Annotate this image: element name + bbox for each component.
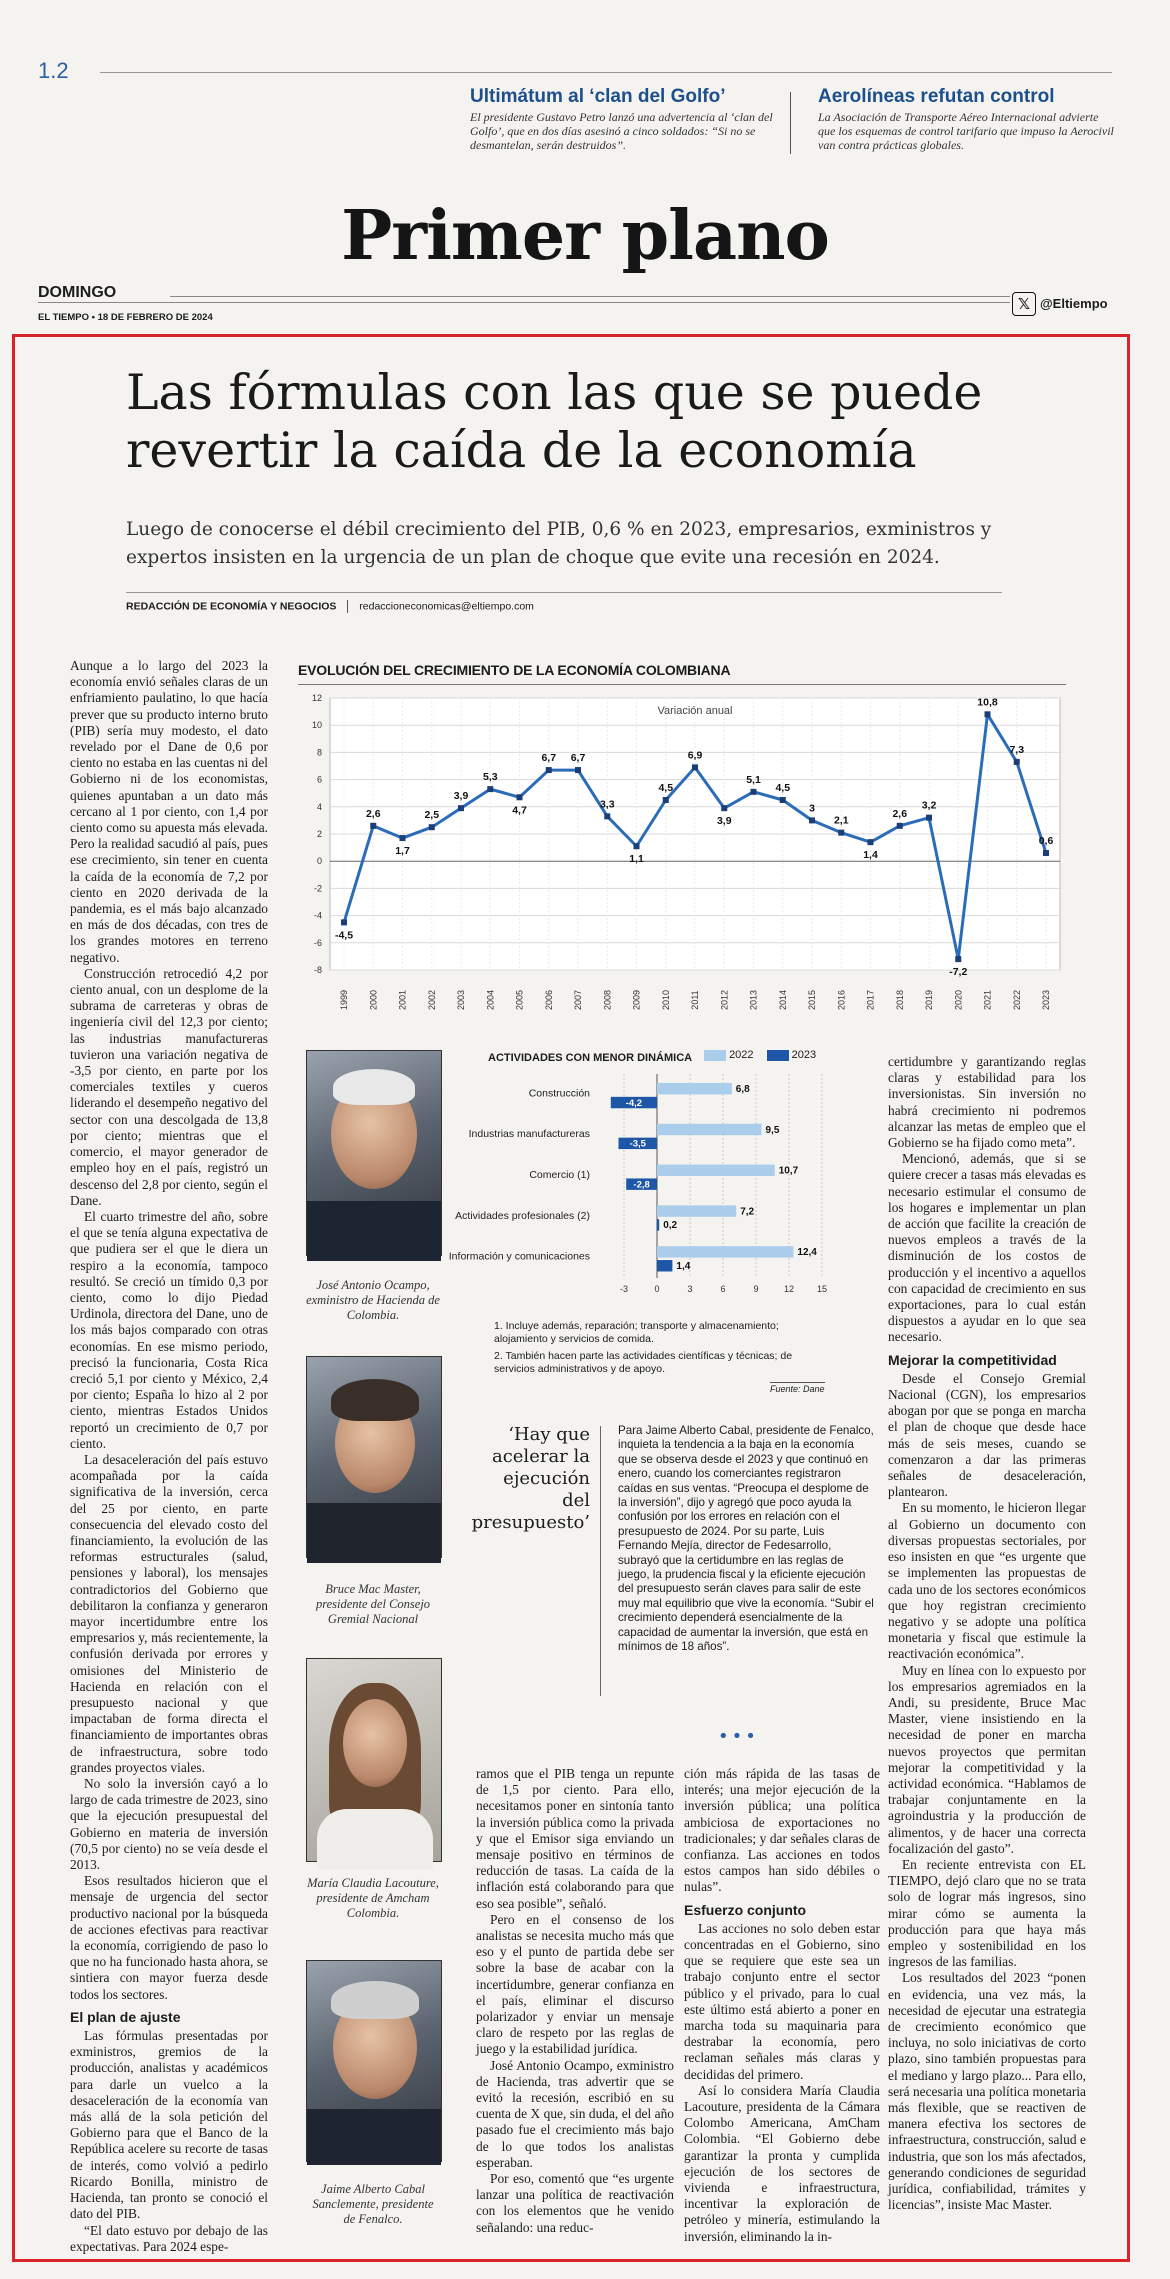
col1-para: “El dato estuvo por debajo de las expectativas. Para 2024 espe- bbox=[70, 2222, 268, 2254]
x-tick-label: 1999 bbox=[339, 989, 349, 1011]
data-point bbox=[546, 767, 552, 773]
bar-value-label: 10,7 bbox=[778, 1165, 799, 1177]
byline-author: REDACCIÓN DE ECONOMÍA Y NEGOCIOS bbox=[126, 600, 337, 613]
col3-para: ramos que el PIB tenga un repunte de 1,5 por ciento. Para ello, necesitamos poner en sintonía tanto la inversión pública como la privada y que el Emisor siga enviando un mensaje positivo en términos de reducción de tasas. La caída de la inflación está colaborando para que eso sea posible”, señaló. bbox=[476, 1766, 674, 1911]
col1-para: Las fórmulas presentadas por exministros, gremios de la producción, analistas y académicos para darle un vuelco a la desaceleración de la economía van más allá de la sola petición del Gobierno para que el Banco de la República acelere su recorte de tasas de interés, como volvió a pedirlo Ricardo Bonilla, ministro de Hacienda, tan pronto se conoció el dato del PIB. bbox=[70, 2028, 268, 2222]
portrait-suit bbox=[307, 1201, 441, 1261]
col5-para: Mencionó, además, que si se quiere crecer a tasas más elevadas es necesario estimular el consumo de los hogares e implementar un plan de acción que facilite la creación de nuevos empleos a través de la disminución de los costos de producción y el incentivo a aquellos con capacidad de crecimiento en sus exportaciones, para lo cual están dispuestos a ayudar en lo que sea necesario. bbox=[888, 1151, 1086, 1345]
x-tick-label: 2011 bbox=[690, 990, 700, 1010]
data-label: 5,3 bbox=[482, 771, 498, 784]
y-tick-label: -4 bbox=[313, 910, 322, 921]
data-point bbox=[341, 919, 347, 925]
y-tick-label: 12 bbox=[311, 693, 322, 703]
byline-email[interactable]: redaccioneconomicas@eltiempo.com bbox=[359, 600, 534, 613]
y-tick-label: 2 bbox=[316, 829, 322, 839]
col4-subhead: Esfuerzo conjunto bbox=[684, 1901, 807, 1918]
col4-para: Así lo considera María Claudia Lacouture, presidenta de la Cámara Colombo Americana, AmCham Colombia. “El Gobierno debe garantizar la pronta y cumplida ejecución de los sectores de vivienda e infraestructura, incentivar la exploración de petróleo y minería, estimulando la inversión, eliminando la in- bbox=[684, 2082, 880, 2244]
y-tick-label: 4 bbox=[316, 801, 322, 812]
data-label: 4,5 bbox=[775, 782, 791, 794]
bar-value-label: 7,2 bbox=[740, 1206, 755, 1218]
data-point bbox=[400, 835, 406, 841]
data-point bbox=[517, 794, 523, 800]
teaser-1-text: El presidente Gustavo Petro lanzó una advertencia al ‘clan del Golfo’, que en dos días asesinó a cinco soldados: “Si no se desmantelan, serán destruidos”. bbox=[470, 110, 773, 152]
x-tick-label: 2005 bbox=[514, 989, 525, 1011]
teaser-2[interactable] bbox=[818, 86, 1118, 152]
col1-para: Esos resultados hicieron que el mensaje de urgencia del sector productivo nacional por la búsqueda de acciones efectivas para reactivar la economía, corrigiendo de paso lo que no ha funcionado hasta ahora, se sintiera con mayor fuerza desde todos los sectores. bbox=[70, 1873, 268, 2002]
line-chart bbox=[290, 690, 1080, 1020]
portrait-face bbox=[343, 1699, 407, 1787]
bar-2022 bbox=[657, 1165, 775, 1176]
bar-2023 bbox=[657, 1219, 659, 1230]
data-label: 1,7 bbox=[395, 845, 410, 858]
sidebar-text: Para Jaime Alberto Cabal, presidente de Fenalco, inquieta la tendencia a la baja en la economía que se observa desde el 2023 y que continuó en enero, cuando los comerciantes registraron caídas en sus ventas. “Preocupa el desplome de la inversión”, dijo y agregó que poco ayuda la confusión por los errores en relación con el presupuesto de 2024. Por su parte, Luis Fernando Mejía, director de Fedesarrollo, subrayó que la certidumbre en las reglas de juego, la prudencia fiscal y la eficiente ejecución del presupuesto serán claves para salir de este muy mal equilibrio que vive la economía. “Subir el crecimiento dependerá esencialmente de la capacidad de aumentar la inversión, que está en mínimos de 18 años”. bbox=[618, 1424, 874, 1654]
data-point bbox=[955, 956, 961, 962]
x-tick-label: 2000 bbox=[368, 989, 379, 1011]
bar-value-label: 0,2 bbox=[663, 1220, 678, 1232]
x-tick-label: 2023 bbox=[1041, 989, 1051, 1011]
x-tick-label: 2004 bbox=[485, 989, 496, 1011]
col3-para: José Antonio Ocampo, exministro de Hacienda, tras advertir que se evitó la recesión, escribió en su cuenta de X que, sin duda, el del año pasado fue el crecimiento más bajo de lo que todos los analistas esperaban. bbox=[476, 2057, 674, 2170]
teaser-1-title: Ultimátum al ‘clan del Golfo’ bbox=[470, 86, 726, 107]
col3-para: Por eso, comentó que “es urgente lanzar una política de reactivación con los elementos que he venido señalando: una reduc- bbox=[476, 2171, 674, 2235]
byline-rule bbox=[126, 592, 1002, 593]
column-4 bbox=[684, 1766, 880, 2245]
data-label: -4,5 bbox=[334, 929, 354, 942]
data-point bbox=[780, 797, 786, 803]
data-label: -7,2 bbox=[949, 966, 968, 979]
legend-label-2023: 2023 bbox=[791, 1049, 817, 1061]
x-logo-icon[interactable]: 𝕏 bbox=[1012, 292, 1036, 316]
data-point bbox=[1014, 759, 1020, 765]
col4-para: Las acciones no solo deben estar concentradas en el Gobierno, sino que se requiere que este sea un trabajo conjunto entre el sector público y el privado, para lo cual este último está abierto a poner en marcha toda su maquinaria para destrabar la economía, pero reclaman señales más claras y decididas del primero. bbox=[684, 1920, 880, 2082]
bar-chart-title: ACTIVIDADES CON MENOR DINÁMICA bbox=[488, 1052, 693, 1064]
x-tick-label: 2003 bbox=[456, 989, 466, 1011]
category-label: Comercio (1) bbox=[529, 1169, 590, 1181]
masthead-rule-2 bbox=[38, 302, 1010, 303]
x-tick-label: 2001 bbox=[397, 989, 408, 1011]
column-1 bbox=[70, 658, 268, 2255]
data-label: 2,5 bbox=[424, 809, 440, 822]
subheadline: Luego de conocerse el débil crecimiento del PIB, 0,6 % en 2023, empresarios, exministros y expertos insisten en la urgencia de un plan de choque que evite una recesión en 2024. bbox=[126, 519, 992, 568]
data-point bbox=[604, 813, 610, 819]
category-label: Información y comunicaciones bbox=[448, 1250, 590, 1263]
data-point bbox=[487, 786, 493, 792]
data-label: 1,1 bbox=[629, 853, 644, 866]
x-tick-label: 3 bbox=[687, 1284, 693, 1294]
x-tick-label: 2020 bbox=[953, 989, 964, 1011]
legend-swatch-2022 bbox=[704, 1050, 726, 1061]
data-label: 3,9 bbox=[716, 815, 732, 828]
caption-mac-master: Bruce Mac Master, presidente del Consejo Gremial Nacional bbox=[315, 1582, 431, 1626]
bar-2023 bbox=[657, 1260, 672, 1271]
x-tick-label: 2006 bbox=[543, 989, 554, 1011]
data-point bbox=[1043, 850, 1049, 856]
teaser-1[interactable] bbox=[470, 86, 780, 152]
bar-legend bbox=[704, 1049, 816, 1061]
photo-mac-master bbox=[306, 1356, 442, 1558]
col1-subhead: El plan de ajuste bbox=[70, 2008, 181, 2025]
portrait-top bbox=[317, 1809, 433, 1869]
col1-para: La desaceleración del país estuvo acompañada por la caída significativa de la inversión, cerca del 25 por ciento, en parte consecuencia del elevado costo del financiamiento, la evolución de las reformas estructurales (salud, pensiones y laboral), los mensajes contradictorios del Gobierno que debilitaron la confianza y generaron mayor incertidumbre entre los empresarios y, más recientemente, la confusión derivada por errores y omisiones del Ministerio de Hacienda en relación con el presupuesto nacional y que impactaban de forma directa el financiamiento de importantes obras de infraestructura, sobre todo grandes proyectos viales. bbox=[70, 1451, 268, 1775]
col5-subhead: Mejorar la competitividad bbox=[888, 1351, 1057, 1368]
x-tick-label: 12 bbox=[783, 1284, 795, 1294]
category-label: Industrias manufactureras bbox=[468, 1128, 590, 1141]
col1-para: El cuarto trimestre del año, sobre el que se tenía alguna expectativa de que pudiera ser el que le diera un respiro a la economía, tampoco resultó. Se creció un tímido 0,3 por ciento, como lo dijo Piedad Urdinola, directora del Dane, uno de los más bajos comparado con otras economías. En ese mismo periodo, precisó la funcionaria, Costa Rica creció 5,1 por ciento y México, 2,4 por ciento; España lo hizo al 2 por ciento, mientras Estados Unidos reportó un crecimiento de 0,7 por ciento. bbox=[70, 1208, 268, 1451]
dateline: EL TIEMPO • 18 DE FEBRERO DE 2024 bbox=[38, 312, 213, 323]
x-tick-label: 2012 bbox=[719, 989, 730, 1011]
teaser-2-title: Aerolíneas refutan control bbox=[818, 86, 1055, 107]
x-tick-label: 2016 bbox=[836, 989, 847, 1011]
data-point bbox=[634, 843, 640, 849]
data-point bbox=[838, 830, 844, 836]
data-label: 2,6 bbox=[892, 807, 908, 820]
y-tick-label: 0 bbox=[316, 856, 322, 867]
data-point bbox=[663, 797, 669, 803]
data-label: 5,1 bbox=[746, 773, 761, 786]
x-tick-label: 2018 bbox=[894, 989, 905, 1011]
portrait-hair bbox=[331, 1379, 419, 1421]
data-label: 10,8 bbox=[977, 696, 998, 709]
data-label: 4,5 bbox=[658, 782, 674, 794]
bar-2022 bbox=[657, 1124, 762, 1135]
data-label: 6,9 bbox=[687, 749, 703, 762]
col1-para: Aunque a lo largo del 2023 la economía envió señales claras de un enfriamiento paulatino, lo que hacía prever que su producto interno bruto (PIB) sería muy modesto, el dato revelado por el Dane de 0,6 por ciento no estaba en las cuentas ni del Gobierno ni de los economistas, quienes apuntaban a un dato más cercano al 1 por ciento, con 1,4 por ciento como su apuesta más elevada. Pero la realidad sacudió al país, pues ese crecimiento, sin tener en cuenta la caída de la economía de 7,2 por ciento en 2020 derivada de la pandemia, es el más bajo alcanzado en más de dos décadas, con tres de los grandes motores en terreno negativo. bbox=[70, 658, 268, 965]
x-tick-label: 2013 bbox=[748, 989, 759, 1011]
x-tick-label: 2021 bbox=[982, 989, 993, 1011]
y-tick-label: 10 bbox=[311, 720, 322, 731]
data-point bbox=[985, 711, 991, 717]
x-tick-label: 0 bbox=[654, 1284, 660, 1294]
column-3 bbox=[476, 1766, 674, 2236]
bar-value-label: -4,2 bbox=[625, 1097, 643, 1109]
data-point bbox=[926, 815, 932, 821]
data-point bbox=[575, 767, 581, 773]
x-tick-label: 2017 bbox=[865, 989, 876, 1011]
x-tick-label: 2010 bbox=[660, 989, 671, 1011]
x-tick-label: 2008 bbox=[602, 989, 613, 1011]
col5-para: certidumbre y garantizando reglas claras y estabilidad para los inversionistas. Sin inversión no habrá crecimiento ni podremos alcanzar las metas de empleo que el Gobierno se ha fijado como meta”. bbox=[888, 1054, 1086, 1151]
pullquote: ‘Hay que acelerar la ejecución del presupuesto’ bbox=[471, 1424, 590, 1533]
col5-para: En su momento, le hicieron llegar al Gobierno un documento con diversas propuestas sectoriales, por eso insisten en que “es urgente que se implementen las propuestas de cada uno de los sectores económicos que hoy registran crecimiento negativo y se adopte una política monetaria y fiscal que estimule la reactivación económica”. bbox=[888, 1500, 1086, 1662]
column-5 bbox=[888, 1054, 1086, 2213]
y-tick-label: -8 bbox=[313, 965, 322, 975]
x-tick-label: 2015 bbox=[807, 989, 817, 1011]
caption-lacouture: María Claudia Lacouture, presidente de Amcham Colombia. bbox=[307, 1876, 439, 1920]
line-chart-title: EVOLUCIÓN DEL CRECIMIENTO DE LA ECONOMÍA COLOMBIANA bbox=[298, 662, 731, 678]
y-tick-label: 6 bbox=[316, 774, 322, 785]
top-rule bbox=[100, 72, 1112, 73]
col5-para: Desde el Consejo Gremial Nacional (CGN), los empresarios abogan por que se ponga en marcha el plan de choque que desde hace más de seis meses, cuando se comenzaron a dar las primeras señales de desaceleración, plantearon. bbox=[888, 1370, 1086, 1500]
y-tick-label: 8 bbox=[316, 747, 322, 758]
teaser-2-text: La Asociación de Transporte Aéreo Internacional advierte que los esquemas de control tarifario que impuso la Aerocivil van contra prácticas globales. bbox=[818, 110, 1114, 152]
x-tick-label: 2019 bbox=[924, 989, 934, 1011]
col5-para: Muy en línea con lo expuesto por los empresarios agremiados en la Andi, su presidente, Bruce Mac Master, viene insistiendo en la necesidad de poner en marcha nuevos proyectos que permitan mejorar la competitividad y la actividad económica. “Hablamos de trabajar conjuntamente en la agroindustria y la producción de alimentos, y de hacer una correcta focalización del gasto”. bbox=[888, 1662, 1086, 1856]
section-dots: ••• bbox=[718, 1726, 759, 1747]
bar-value-label: 6,8 bbox=[735, 1083, 750, 1095]
byline bbox=[126, 600, 534, 613]
bar-2022 bbox=[657, 1205, 736, 1216]
photo-cabal bbox=[306, 1960, 442, 2162]
x-tick-label: 2014 bbox=[777, 989, 788, 1011]
col5-para: En reciente entrevista con EL TIEMPO, dejó claro que no se trata solo de lograr más ingresos, sino mirar cómo se aumenta la producción para que haya más empleo y sostenibilidad en los ingresos de las familias. bbox=[888, 1856, 1086, 1970]
data-label: 3,3 bbox=[599, 798, 615, 811]
x-tick-label: 15 bbox=[816, 1284, 828, 1294]
caption-cabal: Jaime Alberto Cabal Sanclemente, presidente de Fenalco. bbox=[312, 2182, 434, 2226]
caption-ocampo: José Antonio Ocampo, exministro de Hacienda de Colombia. bbox=[306, 1278, 440, 1322]
teaser-divider bbox=[790, 92, 791, 154]
category-label: Actividades profesionales (2) bbox=[455, 1209, 590, 1222]
data-label: 3,9 bbox=[453, 790, 469, 803]
bar-value-label: -2,8 bbox=[633, 1179, 650, 1191]
data-label: 4,7 bbox=[512, 804, 527, 817]
bar-value-label: 9,5 bbox=[765, 1124, 780, 1136]
social-handle[interactable]: @Eltiempo bbox=[1040, 296, 1108, 311]
data-point bbox=[751, 789, 757, 795]
data-point bbox=[809, 817, 815, 823]
portrait-hair bbox=[331, 1981, 419, 2019]
headline: Las fórmulas con las que se puede revertir la caída de la economía bbox=[126, 364, 983, 479]
col5-para: Los resultados del 2023 “ponen en evidencia, una vez más, la necesidad de ejecutar una estrategia de crecimiento económico que incluya, no solo iniciativas de corto plazo, sino también propuestas para el mediano y largo plazo... Para ello, será necesaria una política monetaria más flexible, que se reactiven de manera efectiva los sectores de infraestructura, construcción, salud e industria, que son los más afectados, generando condiciones de seguridad jurídica, confiabilidad, trámites y licencias”, insiste Mac Master. bbox=[888, 1970, 1086, 2213]
bar-value-label: 1,4 bbox=[676, 1261, 691, 1273]
legend-label-2022: 2022 bbox=[729, 1049, 754, 1061]
x-tick-label: -3 bbox=[619, 1284, 629, 1294]
portrait-hair bbox=[333, 1069, 415, 1105]
bar-value-label: 12,4 bbox=[797, 1247, 817, 1259]
data-label: 1,4 bbox=[863, 849, 878, 862]
series-label: Variación anual bbox=[657, 705, 733, 717]
data-point bbox=[692, 764, 698, 770]
photo-lacouture bbox=[306, 1658, 442, 1862]
pullquote-divider bbox=[600, 1426, 601, 1696]
col1-para: Construcción retrocedió 4,2 por ciento anual, con un desplome de la subrama de carreteras y obras de ingeniería civil del 12,3 por ciento; las industrias manufactureras tuvieron una variación negativa de -3,5 por ciento, en parte por los comerciales textiles y cueros liderando el desempeño negativo del sector con una descolgada de 13,8 por ciento; mientras que el comercio, el mayor generador de empleo hoy en el país, registró un descenso del 2,8 por ciento, según el Dane. bbox=[70, 965, 268, 1208]
bar-chart-source: Fuente: Dane bbox=[770, 1384, 825, 1394]
day-label: DOMINGO bbox=[38, 284, 117, 301]
data-point bbox=[458, 805, 464, 811]
data-label: 2,6 bbox=[365, 807, 381, 820]
category-label: Construcción bbox=[528, 1087, 590, 1100]
data-label: 3,2 bbox=[921, 799, 937, 812]
line-chart-title-rule bbox=[298, 684, 1066, 685]
byline-separator bbox=[347, 600, 348, 613]
x-tick-label: 2002 bbox=[426, 989, 437, 1011]
x-tick-label: 6 bbox=[720, 1284, 726, 1294]
y-tick-label: -2 bbox=[313, 883, 322, 894]
x-tick-label: 2007 bbox=[573, 989, 583, 1011]
portrait-suit bbox=[307, 2109, 441, 2165]
x-tick-label: 2022 bbox=[1011, 989, 1022, 1011]
portrait-suit bbox=[307, 1503, 441, 1563]
page-number: 1.2 bbox=[38, 58, 69, 83]
bar-value-label: -3,5 bbox=[629, 1138, 646, 1150]
masthead-rule bbox=[170, 296, 1010, 297]
x-tick-label: 9 bbox=[753, 1284, 759, 1294]
section-title: Primer plano bbox=[341, 196, 829, 276]
data-label: 0,6 bbox=[1038, 835, 1054, 848]
data-point bbox=[868, 839, 874, 845]
legend-swatch-2023 bbox=[767, 1050, 789, 1061]
data-label: 6,7 bbox=[541, 752, 557, 765]
bar-2022 bbox=[657, 1083, 732, 1094]
data-label: 6,7 bbox=[570, 752, 586, 765]
col1-para: No solo la inversión cayó a lo largo de cada trimestre de 2023, sino que la ejecución presupuestal del Gobierno en materia de inversión (70,5 por ciento) no se veía desde el 2013. bbox=[70, 1776, 268, 1873]
bar-chart-note-2: 2. También hacen parte las actividades científicas y técnicas; de servicios administrativos y de apoyo. bbox=[494, 1350, 793, 1375]
data-point bbox=[897, 823, 903, 829]
data-point bbox=[721, 805, 727, 811]
x-tick-label: 2009 bbox=[631, 989, 642, 1011]
col4-para: ción más rápida de las tasas de interés; una mejor ejecución de la inversión pública; una política ambiciosa de exportaciones no tradicionales; y dar señales claras de confianza. Las acciones en todos estos campos han sido débiles o nulas”. bbox=[684, 1766, 880, 1895]
data-point bbox=[370, 823, 376, 829]
bar-2022 bbox=[657, 1246, 793, 1257]
data-label: 3 bbox=[809, 802, 815, 815]
bar-chart-note-1: 1. Incluye además, reparación; transporte y almacenamiento; alojamiento y servicios de comida. bbox=[494, 1320, 779, 1345]
y-tick-label: -6 bbox=[313, 937, 322, 948]
data-label: 7,3 bbox=[1009, 743, 1025, 756]
data-label: 2,1 bbox=[833, 814, 849, 827]
col3-para: Pero en el consenso de los analistas se necesita mucho más que eso y el punto de partida debe ser sobre la base de acabar con la incertidumbre, generar confianza en el país, eliminar el discurso polarizador y enviar un mensaje claro de respeto por las reglas de juego y la estabilidad jurídica. bbox=[476, 1911, 674, 2057]
photo-ocampo bbox=[306, 1050, 442, 1256]
data-point bbox=[429, 824, 435, 830]
bar-chart bbox=[448, 1068, 840, 1308]
